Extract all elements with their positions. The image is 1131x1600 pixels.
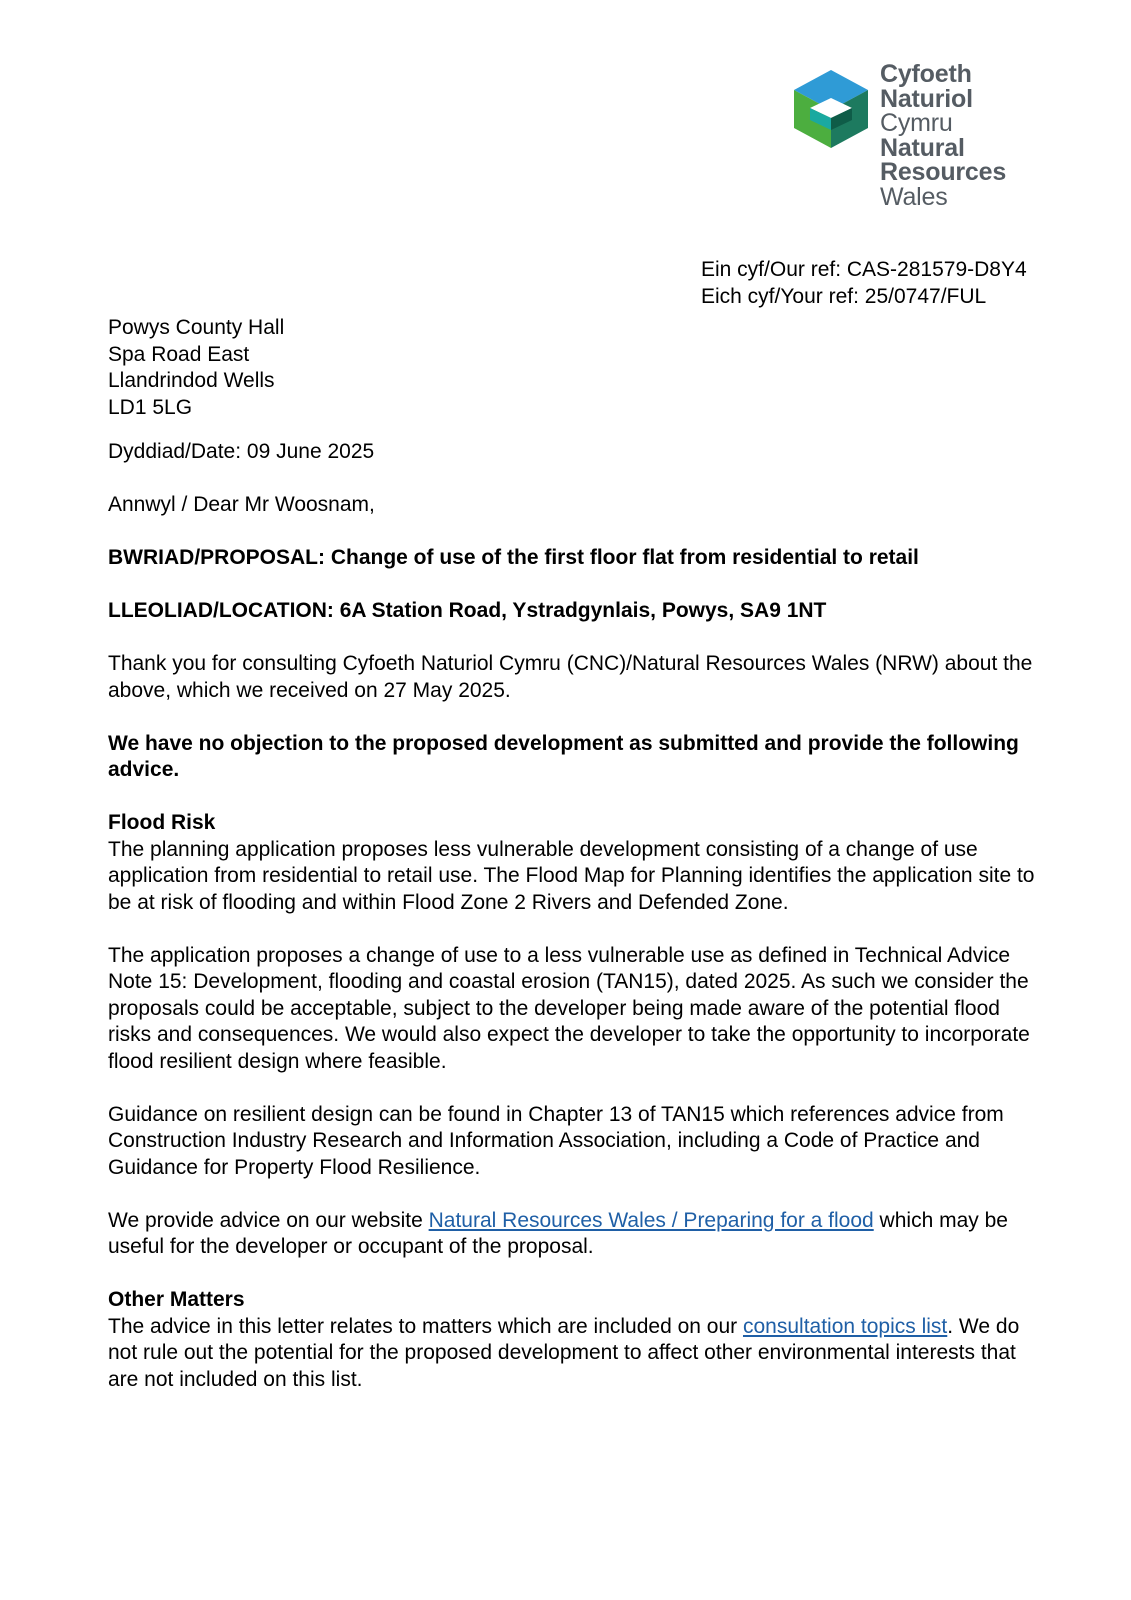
reference-block (701, 257, 1027, 310)
intro-paragraph: Thank you for consulting Cyfoeth Naturiol Cymru (CNC)/Natural Resources Wales (NRW) about the above, which we received on 27 May 2025. (108, 652, 1033, 702)
text-span: which may be useful for the developer or occupant of the proposal. (108, 1208, 1008, 1258)
logo-line: Cyfoeth (880, 60, 972, 88)
location-line: LLEOLIAD/LOCATION: 6A Station Road, Ystradgynlais, Powys, SA9 1NT (108, 599, 827, 622)
our-ref: Ein cyf/Our ref: CAS-281579-D8Y4 (701, 258, 1027, 281)
text-span: The advice in this letter relates to matters which are included on our (108, 1314, 743, 1338)
flood-risk-paragraph: Guidance on resilient design can be found in Chapter 13 of TAN15 which references advice from Construction Industry Research and Information Association, including a Code of Practice and Guidance for Property Flood Resilience. (108, 1102, 1004, 1179)
other-matters-heading: Other Matters (108, 1288, 245, 1311)
address-line: Spa Road East (108, 342, 250, 366)
preparing-for-flood-link[interactable]: Natural Resources Wales / Preparing for a flood (428, 1208, 874, 1232)
address-line: Llandrindod Wells (108, 369, 275, 392)
consultation-topics-link[interactable]: consultation topics list (742, 1314, 948, 1338)
proposal-line: BWRIAD/PROPOSAL: Change of use of the first floor flat from residential to retail (108, 546, 919, 569)
address-line: LD1 5LG (108, 395, 193, 419)
flood-risk-paragraph: The application proposes a change of use to a less vulnerable use as defined in Technical Advice Note 15: Development, flooding and coastal erosion (TAN15), dated 2025. As such we consider the proposals could be acceptable, subject to the developer being made aware of the potential flood risks and consequences. We would also expect the developer to take the opportunity to incorporate flood resilient design where feasible. (108, 943, 1030, 1073)
text-span: . We do not rule out the potential for the proposed development to affect other environmental interests that are not included on this list. (108, 1314, 1020, 1391)
other-matters-paragraph (108, 1314, 1038, 1394)
logo-line: Cymru (880, 109, 953, 137)
flood-risk-paragraph: The planning application proposes less vulnerable development consisting of a change of use application from residential to retail use. The Flood Map for Planning identifies the application site to be at risk of flooding and within Flood Zone 2 Rivers and Defended Zone. (108, 837, 1035, 914)
letter-date: Dyddiad/Date: 09 June 2025 (108, 440, 375, 463)
recipient-address (108, 315, 1038, 421)
logo-line: Naturiol (880, 84, 973, 113)
logo-line: Natural (880, 133, 965, 162)
letter-body (108, 315, 1038, 1393)
flood-advice-paragraph (108, 1208, 1038, 1261)
address-line: Powys County Hall (108, 316, 285, 339)
flood-risk-heading: Flood Risk (108, 811, 216, 834)
nrw-logo (790, 62, 1030, 222)
nrw-hexagon-icon (790, 68, 872, 150)
text-span: We provide advice on our website (108, 1208, 429, 1232)
logo-line: Resources (880, 158, 1007, 186)
logo-wordmark (880, 62, 1006, 209)
salutation: Annwyl / Dear Mr Woosnam, (108, 493, 375, 516)
no-objection-statement: We have no objection to the proposed development as submitted and provide the following advice. (108, 731, 1019, 781)
logo-line: Wales (880, 182, 948, 211)
your-ref: Eich cyf/Your ref: 25/0747/FUL (701, 284, 987, 308)
